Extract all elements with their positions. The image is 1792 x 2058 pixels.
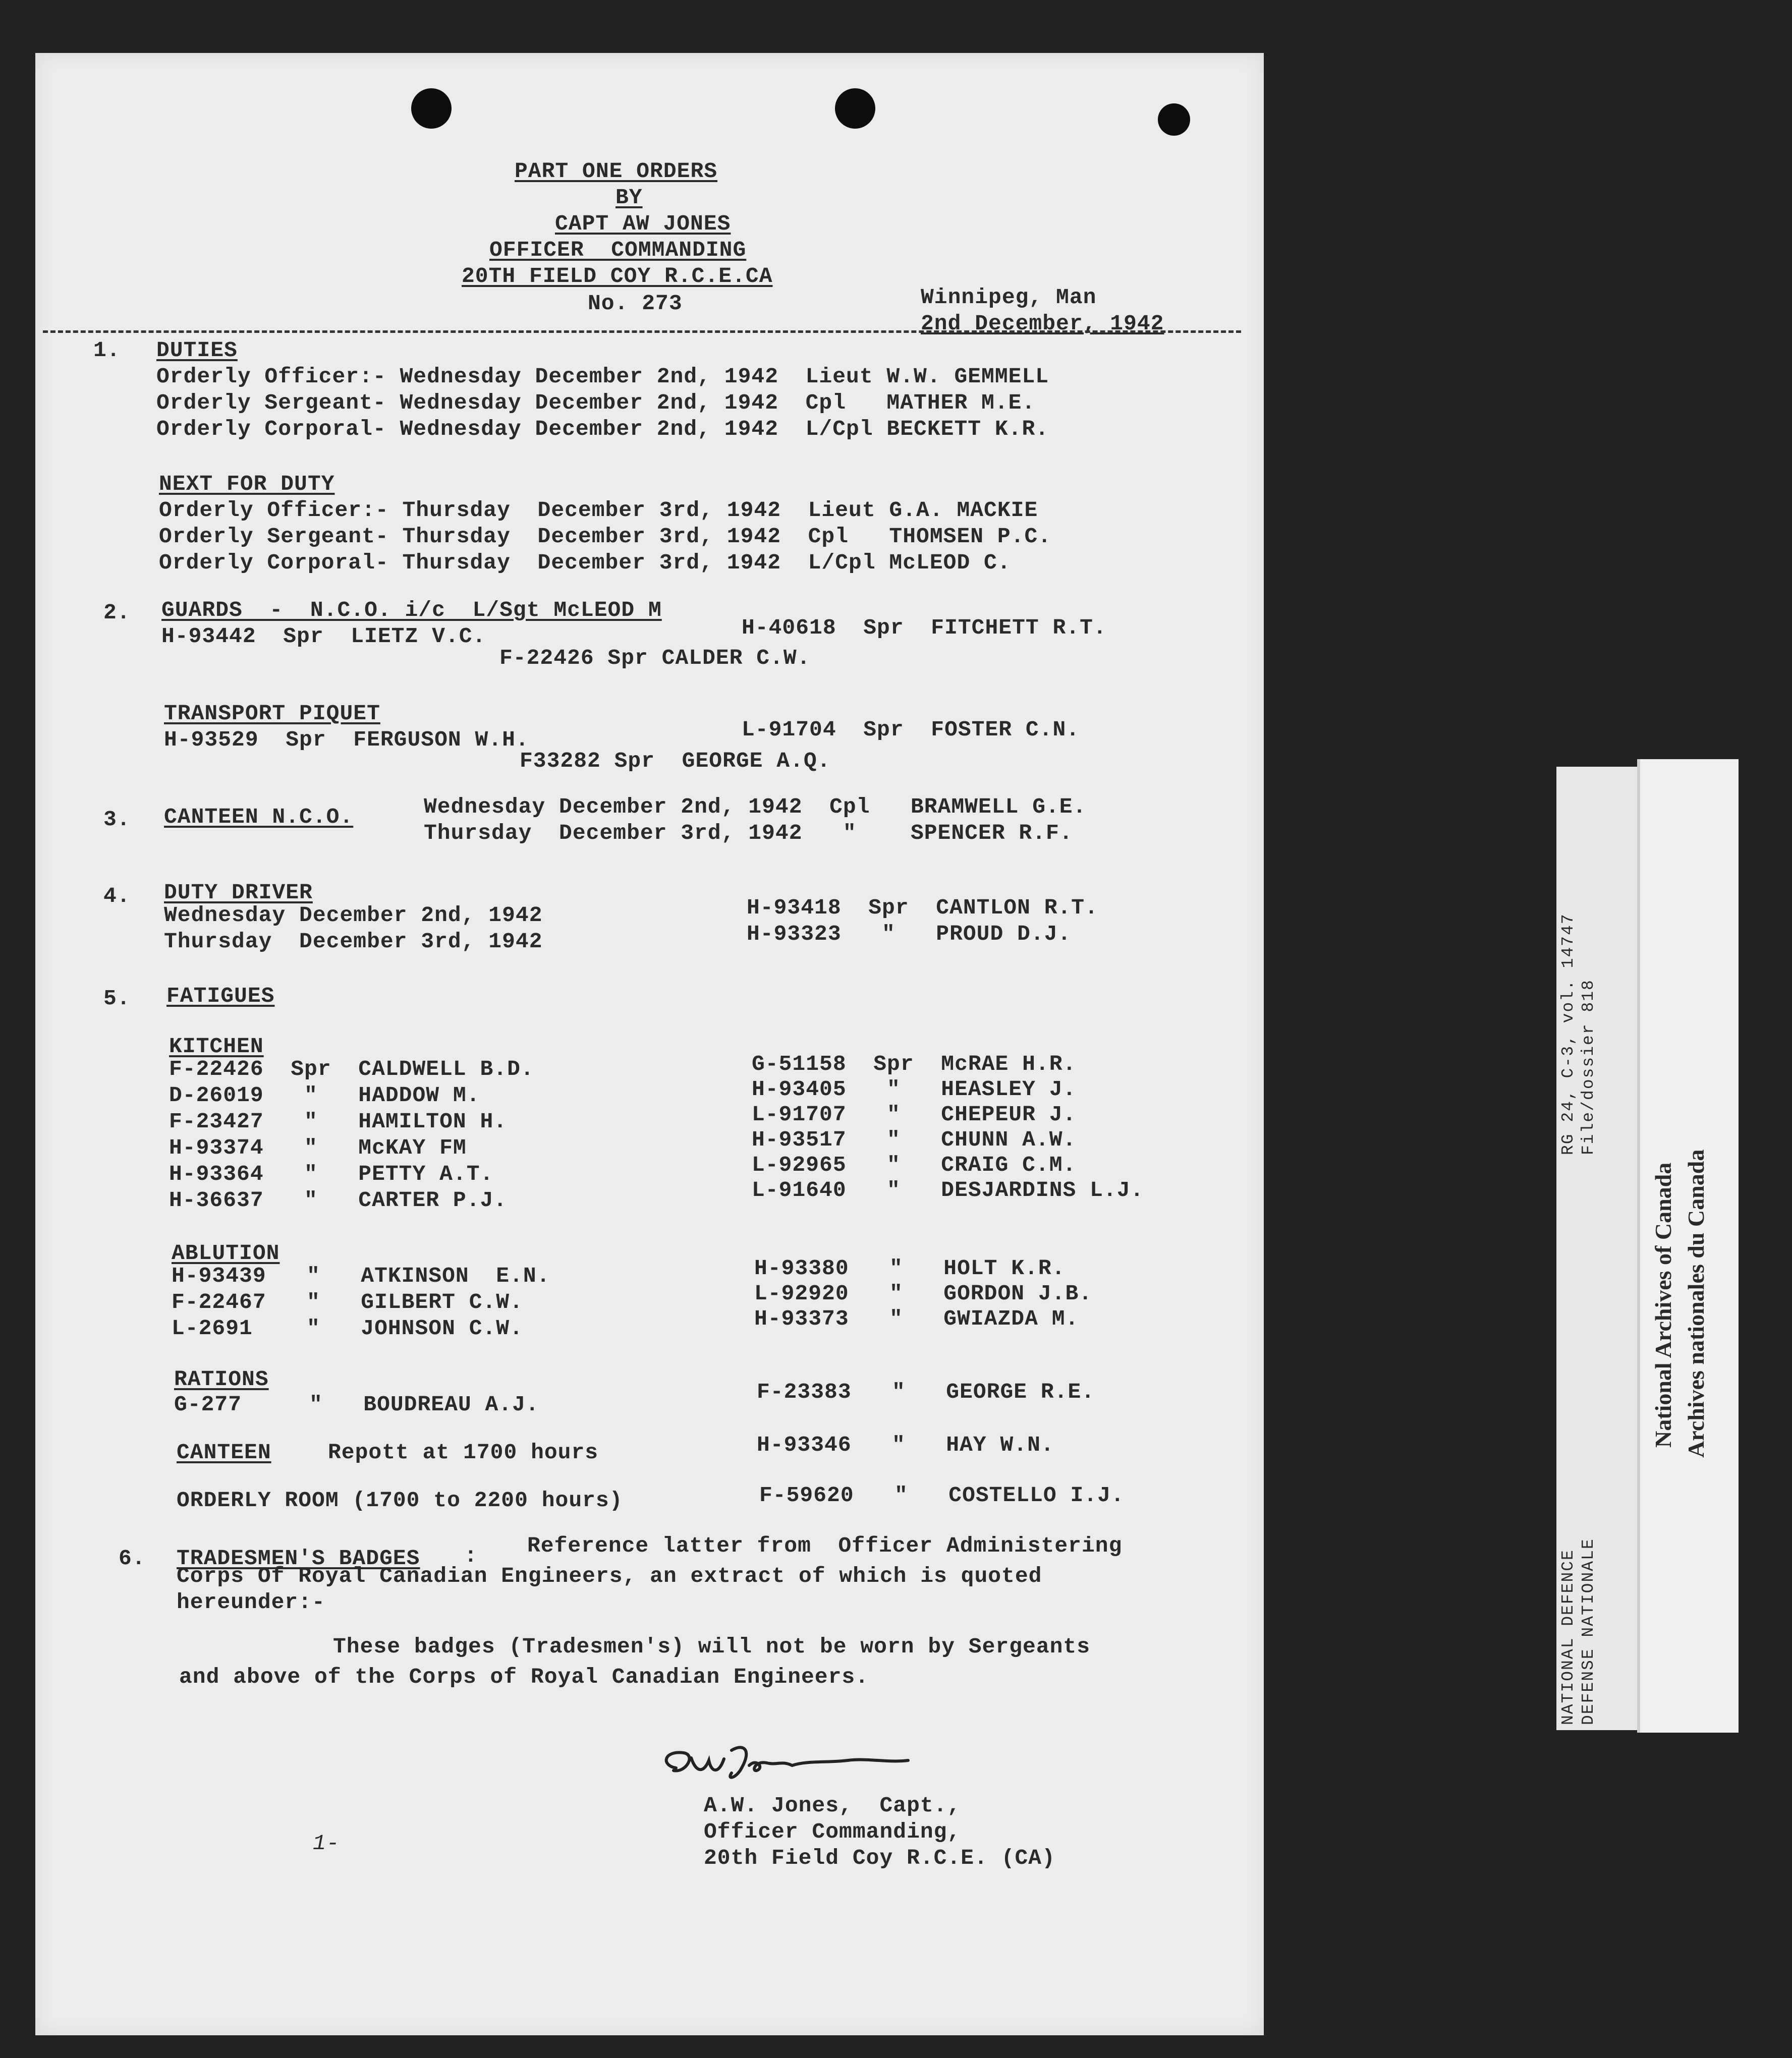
canteen-note: Repott at 1700 hours (328, 1440, 599, 1465)
ablution-row: H-93380 " HOLT K.R. (754, 1256, 1066, 1281)
duty-row: Orderly Officer:- Wednesday December 2nd, 1942 Lieut W.W. GEMMELL (156, 364, 1049, 389)
order-date: 2nd December, 1942 (921, 311, 1164, 336)
kitchen-heading: KITCHEN (169, 1034, 264, 1059)
header-officer-commanding: OFFICER COMMANDING (489, 238, 747, 262)
kitchen-row: D-26019 " HADDOW M. (169, 1083, 480, 1108)
ablution-row: H-93373 " GWIAZDA M. (754, 1306, 1079, 1331)
rations-row: F-23383 " GEORGE R.E. (757, 1380, 1095, 1404)
punch-hole-right (1158, 103, 1190, 136)
canteen-heading: CANTEEN (177, 1440, 271, 1465)
orderly-room: ORDERLY ROOM (1700 to 2200 hours) (177, 1488, 623, 1513)
kitchen-row: H-93374 " McKAY FM (169, 1135, 467, 1160)
kitchen-row: H-93405 " HEASLEY J. (752, 1077, 1077, 1102)
canteen-nco-row: Wednesday December 2nd, 1942 Cpl BRAMWELL G.E. (424, 794, 1087, 819)
badges-text: Reference latter from Officer Administering (527, 1533, 1123, 1558)
guard-row: H-93442 Spr LIETZ V.C. (161, 624, 486, 649)
header-by: BY (615, 185, 643, 210)
next-duty-row: Orderly Sergeant- Thursday December 3rd, 1942 Cpl THOMSEN P.C. (159, 524, 1052, 549)
pencil-mark: 1- (313, 1831, 340, 1856)
kitchen-row: H-93364 " PETTY A.T. (169, 1162, 494, 1186)
signature-name: A.W. Jones, Capt., (704, 1793, 961, 1818)
punch-hole-middle (835, 88, 875, 129)
header-unit: 20TH FIELD COY R.C.E.CA (462, 264, 773, 289)
ablution-row: H-93439 " ATKINSON E.N. (172, 1264, 550, 1288)
canteen-nco-heading: CANTEEN N.C.O. (164, 805, 354, 829)
order-number: No. 273 (588, 291, 683, 316)
kitchen-row: L-92965 " CRAIG C.M. (752, 1153, 1077, 1177)
badges-colon: : (464, 1544, 478, 1568)
badges-text: hereunder:- (177, 1590, 325, 1615)
driver-row: Wednesday December 2nd, 1942 (164, 903, 543, 928)
guard-row: F-22426 Spr CALDER C.W. (499, 646, 811, 670)
badges-quote: These badges (Tradesmen's) will not be worn by Sergeants (333, 1634, 1091, 1659)
driver-row: Thursday December 3rd, 1942 (164, 929, 543, 954)
department-fr: DEFENSE NATIONALE (1579, 1538, 1598, 1725)
section-number-4: 4. (103, 884, 131, 908)
signature-unit: 20th Field Coy R.C.E. (CA) (704, 1846, 1055, 1870)
kitchen-row: L-91707 " CHEPEUR J. (752, 1102, 1077, 1127)
header-title: PART ONE ORDERS (515, 159, 718, 184)
transport-piquet-heading: TRANSPORT PIQUET (164, 701, 380, 726)
canteen-row: H-93346 " HAY W.N. (757, 1433, 1054, 1457)
ablution-row: F-22467 " GILBERT C.W. (172, 1290, 523, 1314)
badges-heading: TRADESMEN'S BADGES (177, 1546, 420, 1571)
kitchen-row: F-22426 Spr CALDWELL B.D. (169, 1057, 534, 1081)
badges-quote: and above of the Corps of Royal Canadian Engineers. (179, 1665, 869, 1689)
kitchen-row: F-23427 " HAMILTON H. (169, 1109, 508, 1134)
archive-reference: RG 24, C-3, vol. 14747 (1559, 913, 1578, 1155)
handwritten-signature (656, 1738, 918, 1793)
next-duty-row: Orderly Corporal- Thursday December 3rd, 1942 L/Cpl McLEOD C. (159, 550, 1011, 575)
duty-row: Orderly Corporal- Wednesday December 2nd, 1942 L/Cpl BECKETT K.R. (156, 417, 1049, 441)
piquet-row: F33282 Spr GEORGE A.Q. (520, 749, 831, 773)
duties-heading: DUTIES (156, 338, 238, 363)
guards-heading: GUARDS - N.C.O. i/c L/Sgt McLEOD M (161, 598, 662, 622)
separator-line (43, 330, 1241, 333)
kitchen-row: G-51158 Spr McRAE H.R. (752, 1052, 1077, 1076)
section-number-6: 6. (119, 1546, 146, 1571)
archive-file: File/dossier 818 (1579, 979, 1598, 1155)
duty-row: Orderly Sergeant- Wednesday December 2nd, 1942 Cpl MATHER M.E. (156, 390, 1036, 415)
duty-driver-heading: DUTY DRIVER (164, 880, 313, 905)
section-number-2: 2. (103, 600, 131, 625)
badges-text: Corps Of Royal Canadian Engineers, an extract of which is quoted (177, 1564, 1042, 1588)
ablution-heading: ABLUTION (172, 1241, 280, 1266)
punch-hole-left (411, 88, 452, 129)
fatigues-heading: FATIGUES (166, 984, 275, 1008)
driver-row: H-93323 " PROUD D.J. (747, 922, 1072, 946)
piquet-row: H-93529 Spr FERGUSON W.H. (164, 727, 529, 752)
next-for-duty-heading: NEXT FOR DUTY (159, 472, 335, 496)
signature-title: Officer Commanding, (704, 1819, 961, 1844)
header-captain: CAPT AW JONES (555, 211, 731, 236)
section-number-1: 1. (93, 338, 121, 363)
rations-heading: RATIONS (174, 1367, 269, 1392)
kitchen-row: L-91640 " DESJARDINS L.J. (752, 1178, 1144, 1203)
piquet-row: L-91704 Spr FOSTER C.N. (742, 717, 1080, 742)
kitchen-row: H-93517 " CHUNN A.W. (752, 1127, 1077, 1152)
ablution-row: L-92920 " GORDON J.B. (754, 1281, 1093, 1306)
archives-name-fr: Archives nationales du Canada (1683, 1149, 1709, 1458)
guard-row: H-40618 Spr FITCHETT R.T. (742, 615, 1107, 640)
next-duty-row: Orderly Officer:- Thursday December 3rd, 1942 Lieut G.A. MACKIE (159, 498, 1038, 523)
ablution-row: L-2691 " JOHNSON C.W. (172, 1316, 523, 1341)
driver-row: H-93418 Spr CANTLON R.T. (747, 895, 1098, 920)
archives-name-en: National Archives of Canada (1650, 1162, 1676, 1448)
section-number-5: 5. (103, 986, 131, 1011)
kitchen-row: H-36637 " CARTER P.J. (169, 1188, 508, 1213)
section-number-3: 3. (103, 807, 131, 832)
canteen-nco-row: Thursday December 3rd, 1942 " SPENCER R.F. (424, 821, 1073, 845)
place: Winnipeg, Man (921, 285, 1097, 310)
department-en: NATIONAL DEFENCE (1559, 1549, 1578, 1725)
rations-row: G-277 " BOUDREAU A.J. (174, 1392, 539, 1417)
orderly-room-row: F-59620 " COSTELLO I.J. (759, 1483, 1125, 1508)
